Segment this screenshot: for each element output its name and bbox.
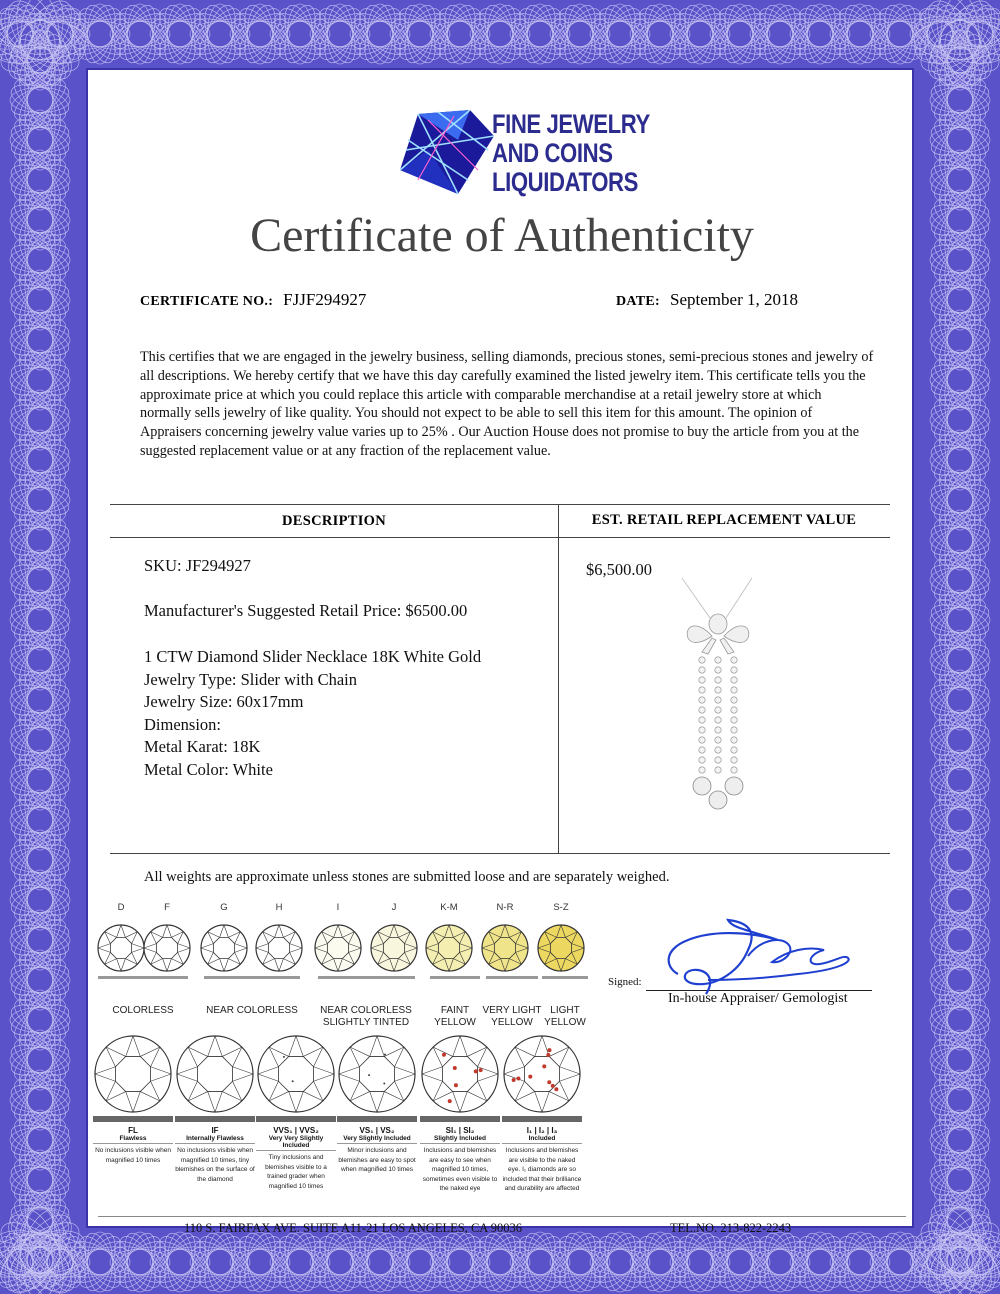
color-grade-diamond <box>482 925 528 971</box>
rosette <box>928 148 993 213</box>
rosette <box>868 2 933 67</box>
rosette <box>708 1230 773 1294</box>
rosette <box>8 1028 73 1093</box>
certification-statement: This certifies that we are engaged in the jewelry business, selling diamonds, precious stones, semi-precious stones and jewelry of all descriptions. We hereby certify that we have this day carefully examined the listed jewelry item. This certificate tells you the approximate price at which you could replace this article with comparable merchandise at a retail jewelry store at which normally sells jewelry of like quality. You should not expect to be able to sell this item for this amount. The opinion of Appraisers concerning jewelry value varies up to 25% . Our Auction House does not promise to buy the article from you at the suggested replacement value or at any fraction of the replacement value. <box>140 349 874 459</box>
rosette <box>508 2 573 67</box>
logo-wordmark <box>492 110 650 197</box>
rosette <box>68 2 133 67</box>
rosette <box>308 2 373 67</box>
color-grade-diamond <box>315 925 361 971</box>
rosette <box>828 1230 893 1294</box>
rosette <box>928 428 993 493</box>
weights-note: All weights are approximate unless stones are submitted loose and are separately weighed. <box>144 869 670 885</box>
clarity-grade-diamond <box>339 1036 415 1112</box>
rosette <box>928 308 993 373</box>
color-category <box>88 1005 198 1017</box>
rosette <box>928 108 993 173</box>
rosette <box>8 628 73 693</box>
rosette <box>428 2 493 67</box>
description-line: Metal Color: White <box>144 759 273 779</box>
description-header: DESCRIPTION <box>281 513 386 529</box>
rosette <box>8 348 73 413</box>
rosette <box>928 908 993 973</box>
rosette <box>8 308 73 373</box>
color-category-line-2: YELLOW <box>434 1017 476 1028</box>
clarity-name: Included <box>502 1135 582 1144</box>
color-category <box>197 1005 307 1017</box>
rosette <box>308 1230 373 1294</box>
description-line: 1 CTW Diamond Slider Necklace 18K White Gold <box>144 647 482 666</box>
rosette <box>928 548 993 613</box>
description-line: Dimension: <box>144 714 221 734</box>
color-group-bar <box>98 976 188 979</box>
appraiser-title: In-house Appraiser/ Gemologist <box>668 991 848 1006</box>
logo-line-3: LIQUIDATORS <box>492 167 638 197</box>
clarity-code: I₁ | I₂ | I₃ <box>526 1126 558 1135</box>
rosette <box>348 2 413 67</box>
clarity-grade <box>337 1126 417 1175</box>
rosette <box>928 508 993 573</box>
rosette <box>8 1108 73 1173</box>
color-category <box>510 1005 620 1029</box>
rosette <box>388 1230 453 1294</box>
value-header: EST. RETAIL REPLACEMENT VALUE <box>591 512 857 528</box>
color-group-bar <box>204 976 300 979</box>
clarity-code: VS₁ | VS₂ <box>359 1126 395 1135</box>
rosette <box>928 1108 993 1173</box>
color-category-line-2: YELLOW <box>544 1017 586 1028</box>
color-category-line-1: FAINT <box>440 1005 470 1016</box>
rosette <box>468 1230 533 1294</box>
color-grade-letter: H <box>275 902 283 913</box>
color-grade-letter: S-Z <box>553 902 569 913</box>
footer-address: 110 S. FAIRFAX AVE. SUITE A11-21 LOS ANGELES, CA 90036 <box>184 1221 522 1235</box>
rosette <box>928 588 993 653</box>
rosette <box>8 1148 73 1213</box>
clarity-description: Inclusions and blemishes are easy to see when magnified 10 times, sometimes even visible to the naked eye <box>422 1147 498 1192</box>
rosette <box>8 548 73 613</box>
clarity-grade-bar <box>420 1116 500 1122</box>
clarity-code: SI₁ | SI₂ <box>445 1126 475 1135</box>
date-value: September 1, 2018 <box>670 290 798 309</box>
color-grade-letter: I <box>336 902 340 913</box>
rosette <box>928 668 993 733</box>
rosette <box>788 1230 853 1294</box>
rosette <box>588 1230 653 1294</box>
clarity-grade <box>93 1126 173 1165</box>
rosette <box>928 68 993 133</box>
clarity-name: Slightly Included <box>420 1135 500 1144</box>
color-grade-letter: J <box>391 902 397 913</box>
table-header-rule <box>110 537 890 538</box>
rosette <box>928 868 993 933</box>
logo-line-1: FINE JEWELRY <box>492 109 650 139</box>
color-group-bar <box>430 976 480 979</box>
color-category-line-1: VERY LIGHT <box>482 1005 542 1016</box>
rosette <box>668 2 733 67</box>
rosette <box>8 908 73 973</box>
rosette <box>928 788 993 853</box>
rosette <box>748 2 813 67</box>
table-column-divider <box>558 504 559 853</box>
rosette <box>928 1028 993 1093</box>
rosette <box>508 1230 573 1294</box>
clarity-name: Flawless <box>93 1135 173 1144</box>
rosette <box>8 588 73 653</box>
rosette <box>8 708 73 773</box>
rosette <box>928 988 993 1053</box>
sku-line: SKU: JF294927 <box>144 556 251 575</box>
clarity-description: Minor inclusions and blemishes are easy to spot when magnified 10 times <box>338 1147 416 1173</box>
rosette <box>8 108 73 173</box>
certificate-paper <box>86 68 914 1235</box>
color-grade-diamond <box>98 925 144 971</box>
rosette <box>8 148 73 213</box>
clarity-name: Very Slightly Included <box>337 1135 417 1144</box>
clarity-grade-diamond <box>422 1036 498 1112</box>
rosette <box>928 188 993 253</box>
color-category-line-1: NEAR COLORLESS <box>320 1005 412 1016</box>
clarity-grade <box>502 1126 582 1194</box>
description-line: Jewelry Size: 60x17mm <box>144 692 304 712</box>
rosette <box>928 748 993 813</box>
clarity-grade-bar <box>93 1116 173 1122</box>
clarity-description: Inclusions and blemishes are visible to the naked eye. I₁ diamonds are so included that their brilliance and durability are affected <box>502 1147 582 1192</box>
rosette <box>188 1230 253 1294</box>
logo-line-2: AND COINS <box>492 138 613 168</box>
date-label: DATE: <box>616 294 661 309</box>
rosette <box>8 428 73 493</box>
clarity-code: VVS₁ | VVS₂ <box>273 1126 319 1135</box>
color-group-bar <box>486 976 538 979</box>
description-line: Metal Karat: 18K <box>144 737 261 757</box>
certificate-number-value: FJJF294927 <box>283 290 367 309</box>
clarity-description: No inclusions visible when magnified 10 times <box>95 1147 171 1164</box>
rosette <box>8 988 73 1053</box>
rosette <box>548 2 613 67</box>
rosette <box>108 2 173 67</box>
description-details <box>144 646 481 782</box>
rosette <box>928 348 993 413</box>
rosette <box>8 748 73 813</box>
rosette <box>708 2 773 67</box>
rosette <box>668 1230 733 1294</box>
rosette <box>8 468 73 533</box>
certificate-date <box>616 290 798 310</box>
clarity-grade-bar <box>502 1116 582 1122</box>
color-grade-diamond <box>426 925 472 971</box>
rosette <box>8 228 73 293</box>
rosette <box>8 388 73 453</box>
color-group-bar <box>318 976 415 979</box>
gem-logo-icon <box>398 110 498 198</box>
color-category-line-2: YELLOW <box>491 1017 533 1028</box>
rosette <box>268 2 333 67</box>
rosette <box>228 1230 293 1294</box>
table-bottom-rule <box>110 853 890 854</box>
rosette <box>8 1068 73 1133</box>
color-grade-letter: D <box>117 902 125 913</box>
rosette <box>348 1230 413 1294</box>
rosette <box>8 868 73 933</box>
rosette <box>628 1230 693 1294</box>
rosette <box>188 2 253 67</box>
color-grade-letter: N-R <box>496 902 514 913</box>
color-grade-diamond <box>201 925 247 971</box>
msrp-line: Manufacturer's Suggested Retail Price: $6500.00 <box>144 601 468 620</box>
footer-rule <box>98 1216 906 1217</box>
color-category-line-1: NEAR COLORLESS <box>206 1005 298 1016</box>
rosette <box>268 1230 333 1294</box>
clarity-grade <box>175 1126 255 1184</box>
description-line: Jewelry Type: Slider with Chain <box>144 669 358 689</box>
color-group-bar <box>542 976 588 979</box>
rosette <box>548 1230 613 1294</box>
rosette <box>68 1230 133 1294</box>
clarity-grade-bar <box>337 1116 417 1122</box>
rosette <box>8 828 73 893</box>
rosette <box>8 668 73 733</box>
rosette <box>928 388 993 453</box>
color-grade-diamond <box>538 925 584 971</box>
clarity-grade-bar <box>256 1116 336 1122</box>
color-grade-diamond <box>144 925 190 971</box>
rosette <box>928 708 993 773</box>
clarity-description: Tiny inclusions and blemishes visible to a trained grader when magnified 10 times <box>265 1154 327 1190</box>
color-category-line-2: SLIGHTLY TINTED <box>322 1017 410 1028</box>
rosette <box>8 788 73 853</box>
rosette <box>8 68 73 133</box>
rosette <box>928 948 993 1013</box>
table-top-rule <box>110 504 890 505</box>
rosette <box>928 1068 993 1133</box>
clarity-grade <box>420 1126 500 1194</box>
rosette <box>928 268 993 333</box>
clarity-name: Internally Flawless <box>175 1135 255 1144</box>
color-grade-letter: K-M <box>440 902 458 913</box>
rosette <box>8 268 73 333</box>
clarity-grade-diamond <box>95 1036 171 1112</box>
rosette <box>588 2 653 67</box>
clarity-code: IF <box>211 1126 219 1135</box>
rosette <box>928 828 993 893</box>
rosette <box>928 468 993 533</box>
certificate-title: Certificate of Authenticity <box>250 209 754 262</box>
clarity-description: No inclusions visible when magnified 10 times, tiny blemishes on the surface of the diamond <box>175 1147 255 1183</box>
rosette <box>928 628 993 693</box>
rosette <box>108 1230 173 1294</box>
rosette <box>8 188 73 253</box>
clarity-grade-diamond <box>177 1036 253 1112</box>
rosette <box>428 1230 493 1294</box>
rosette <box>148 1230 213 1294</box>
footer-phone: TEL.NO. 213-822-2243 <box>670 1221 792 1235</box>
color-category-line-1: LIGHT <box>550 1005 580 1016</box>
rosette <box>788 2 853 67</box>
rosette <box>828 2 893 67</box>
rosette <box>388 2 453 67</box>
clarity-code: FL <box>128 1126 138 1135</box>
certificate-number-label: CERTIFICATE NO.: <box>140 294 274 309</box>
rosette <box>8 948 73 1013</box>
color-category-line-1: COLORLESS <box>112 1005 174 1016</box>
rosette <box>628 2 693 67</box>
rosette <box>868 1230 933 1294</box>
color-grade-diamond <box>256 925 302 971</box>
rosette <box>148 2 213 67</box>
rosette <box>928 228 993 293</box>
rosette <box>228 2 293 67</box>
color-grade-diamonds <box>88 920 588 980</box>
diamond-bow-slider-necklace-image <box>668 578 788 818</box>
rosette <box>8 508 73 573</box>
clarity-grade-bar <box>175 1116 255 1122</box>
certificate-number <box>140 290 366 310</box>
color-grade-letter: F <box>164 902 170 913</box>
rosette <box>748 1230 813 1294</box>
clarity-grade-diamond <box>258 1036 334 1112</box>
replacement-value: $6,500.00 <box>586 560 652 579</box>
rosette <box>928 1148 993 1213</box>
rosette <box>468 2 533 67</box>
clarity-name: Very Very Slightly Included <box>256 1135 336 1151</box>
color-grade-diamond <box>371 925 417 971</box>
clarity-grade-diamond <box>504 1036 580 1112</box>
color-grade-letter: G <box>220 902 228 913</box>
clarity-grade-diamonds <box>88 1032 588 1132</box>
clarity-grade <box>256 1126 336 1191</box>
signed-label: Signed: <box>608 976 642 988</box>
